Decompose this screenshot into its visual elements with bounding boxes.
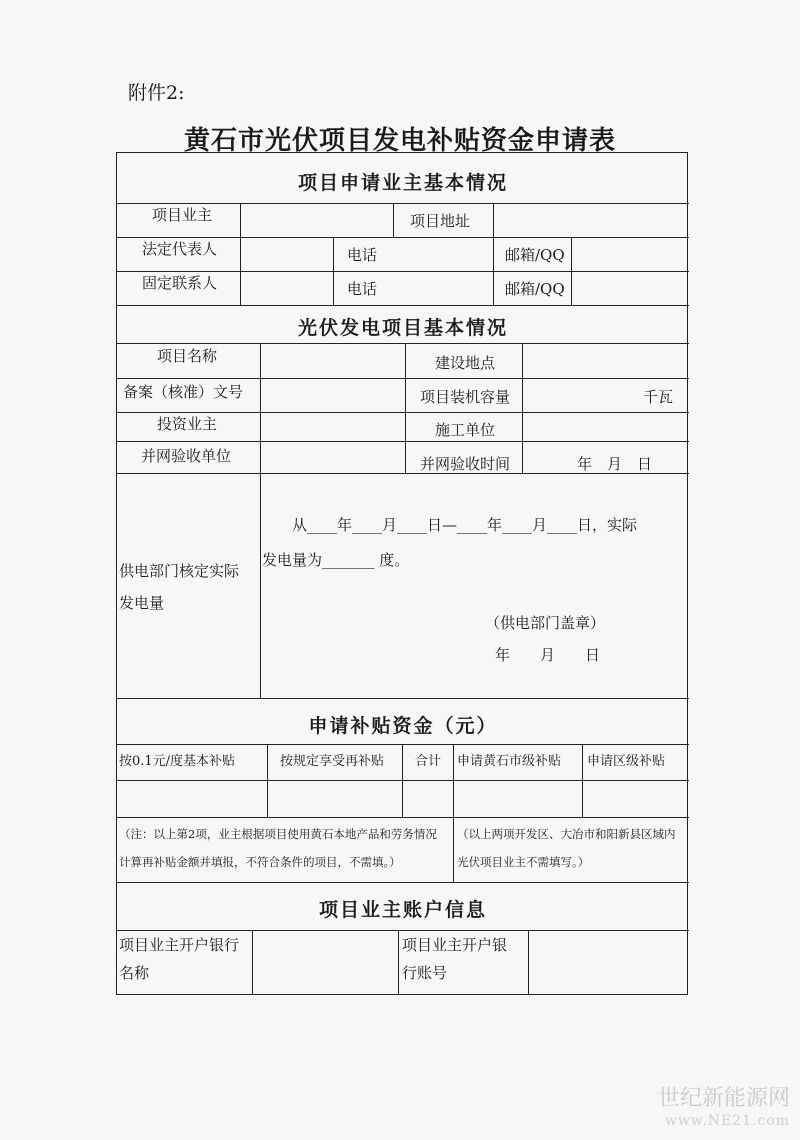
- fixed-contact-label: 固定联系人: [142, 274, 218, 292]
- filing-number-label: 备案（核准）文号: [123, 383, 244, 401]
- supply-seal: （供电部门盖章）: [485, 614, 606, 632]
- project-owner-label: 项目业主: [152, 206, 213, 224]
- supply-dept-label: 供电部门核定实际: [119, 562, 240, 580]
- note-left-line-1: （注：以上第2项，业主根据项目使用黄石本地产品和劳务情况: [119, 827, 437, 841]
- grid-acceptor-label: 并网验收单位: [141, 447, 232, 465]
- supply-period-text[interactable]: 从____年____月____日—____年____月____日，实际: [292, 516, 638, 534]
- project-address-value[interactable]: [494, 204, 688, 236]
- district-subsidy-value[interactable]: [584, 781, 688, 816]
- fixed-contact-value[interactable]: [241, 272, 333, 304]
- form-title: 黄石市光伏项目发电补贴资金申请表: [183, 126, 616, 156]
- email-value-1[interactable]: [572, 238, 688, 270]
- note-right-line-1: （以上两项开发区、大冶市和阳新县区域内: [457, 827, 676, 841]
- supply-kwh-text[interactable]: 发电量为_______ 度。: [262, 551, 410, 569]
- col-basic-subsidy: 按0.1元/度基本补贴: [119, 754, 236, 769]
- contractor-value[interactable]: [523, 413, 688, 441]
- project-name-value[interactable]: [261, 344, 405, 378]
- basic-subsidy-value[interactable]: [118, 781, 266, 816]
- phone-label-2: 电话: [347, 280, 378, 298]
- phone-value-2[interactable]: [392, 272, 492, 304]
- section-account-heading: 项目业主账户信息: [318, 899, 487, 921]
- extra-subsidy-value[interactable]: [269, 781, 401, 816]
- bank-account-value[interactable]: [529, 931, 688, 993]
- capacity-label: 项目装机容量: [420, 388, 511, 406]
- application-form-table: [116, 152, 688, 995]
- supply-dept-label-2: 发电量: [119, 594, 165, 612]
- note-left-line-2: 计算再补贴金额并填报，不符合条件的项目，不需填。）: [119, 855, 401, 869]
- project-name-label: 项目名称: [157, 347, 218, 365]
- bank-account-label-2: 行账号: [402, 964, 448, 982]
- project-owner-value[interactable]: [241, 204, 393, 236]
- watermark: [658, 1088, 790, 1132]
- col-extra-subsidy: 按规定享受再补贴: [280, 754, 385, 769]
- section-subsidy-heading: 申请补贴资金（元）: [308, 715, 498, 737]
- legal-rep-label: 法定代表人: [142, 240, 218, 258]
- section-pv-heading: 光伏发电项目基本情况: [297, 317, 508, 339]
- bank-name-value[interactable]: [253, 931, 397, 993]
- email-label-1: 邮箱/QQ: [505, 246, 565, 264]
- note-right-line-2: 光伏项目业主不需填写。）: [457, 855, 590, 869]
- supply-seal-date: 年 月 日: [495, 646, 601, 664]
- total-value[interactable]: [404, 781, 452, 816]
- watermark-name: 世纪新能源网: [657, 1086, 790, 1111]
- project-address-label: 项目地址: [410, 212, 471, 230]
- grid-time-date: 年 月 日: [577, 455, 653, 473]
- filing-number-value[interactable]: [261, 379, 405, 412]
- grid-time-label: 并网验收时间: [420, 455, 511, 473]
- section-owner-heading: 项目申请业主基本情况: [297, 172, 508, 194]
- investor-label: 投资业主: [157, 415, 218, 433]
- col-district-subsidy: 申请区级补贴: [587, 754, 666, 769]
- bank-name-label-2: 名称: [119, 964, 150, 982]
- contractor-label: 施工单位: [435, 421, 496, 439]
- phone-label-1: 电话: [347, 246, 378, 264]
- email-value-2[interactable]: [572, 272, 688, 304]
- email-label-2: 邮箱/QQ: [505, 280, 565, 298]
- attachment-label: 附件2:: [128, 82, 185, 104]
- legal-rep-value[interactable]: [241, 238, 333, 270]
- phone-value-1[interactable]: [392, 238, 492, 270]
- col-city-subsidy: 申请黄石市级补贴: [457, 754, 562, 769]
- investor-value[interactable]: [261, 413, 405, 441]
- build-location-label: 建设地点: [435, 354, 496, 372]
- build-location-value[interactable]: [523, 344, 688, 378]
- grid-acceptor-value[interactable]: [261, 442, 405, 473]
- bank-name-label: 项目业主开户银行: [119, 936, 240, 954]
- bank-account-label: 项目业主开户银: [402, 936, 508, 954]
- watermark-url: www.NE21.com: [664, 1113, 790, 1129]
- col-total: 合计: [415, 754, 442, 769]
- city-subsidy-value[interactable]: [455, 781, 581, 816]
- capacity-unit: 千瓦: [643, 388, 674, 406]
